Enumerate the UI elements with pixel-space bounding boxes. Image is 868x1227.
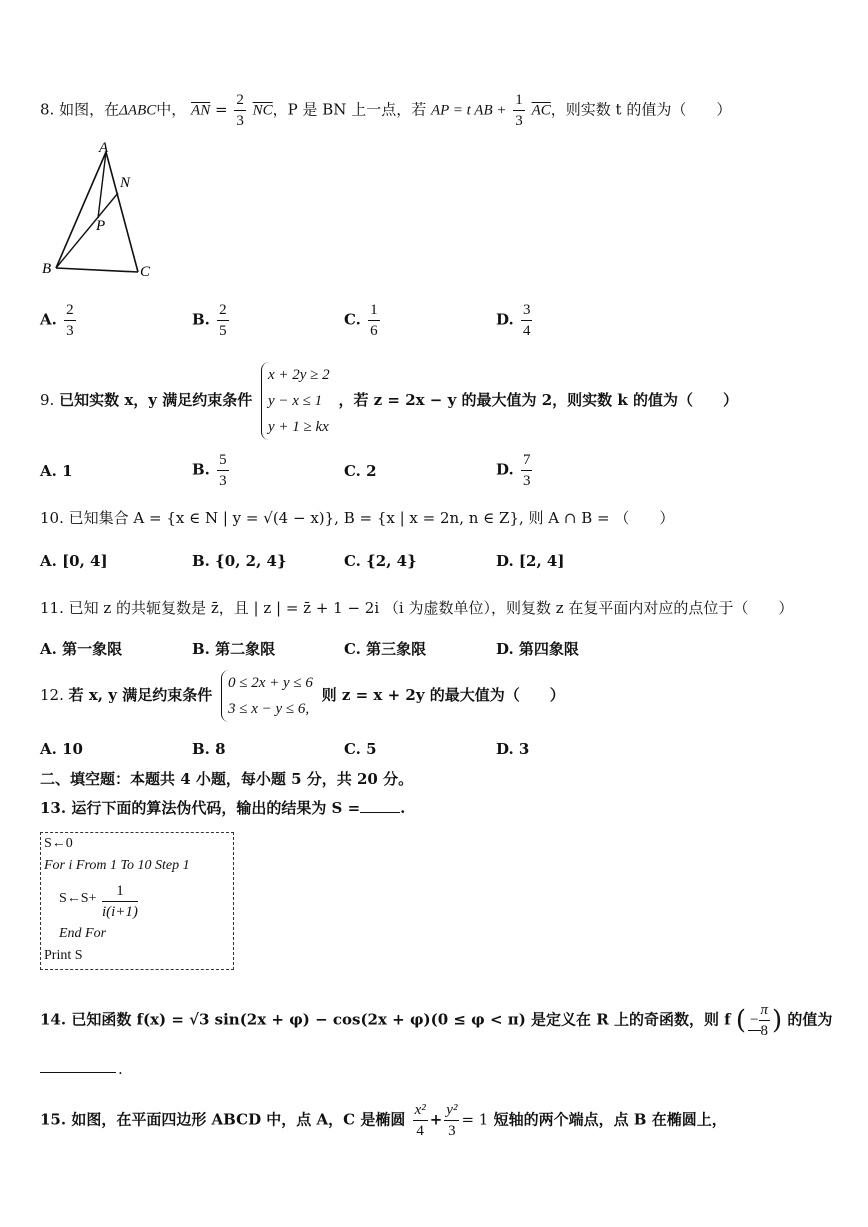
q9-option-b[interactable]: B. $\frac{5}{3}$ (192, 452, 227, 489)
code-line: S←S+ $\frac{1}{i(i+1)}$ (59, 883, 138, 920)
answer-blank[interactable] (40, 1072, 116, 1073)
q8-stem: 8. 如图，在ΔABC中， $\overline{AN}$ = $\frac{2}{3}$ $\overline{NC}$，P 是 BN 上一点，若 AP = t AB + $\frac{1}{3}$ $\overline{AC}$，则实数 t 的值为（ ） (40, 92, 732, 129)
section-heading: 二、填空题：本题共 4 小题，每小题 5 分，共 20 分。 (40, 770, 414, 788)
q11-option-c[interactable]: C. 第三象限 (344, 640, 427, 658)
q11-option-a[interactable]: A. 第一象限 (40, 640, 123, 658)
q8-option-c[interactable]: C. $\frac{1}{6}$ (344, 302, 378, 339)
q9-option-d[interactable]: D. $\frac{7}{3}$ (496, 452, 531, 489)
q12-option-a[interactable]: A. 10 (40, 740, 83, 758)
answer-blank[interactable] (360, 812, 400, 813)
q14-end: . (118, 1060, 123, 1078)
pseudocode-box (40, 832, 234, 970)
code-line: End For (59, 926, 107, 941)
label-B: B (42, 261, 52, 277)
q10-stem: 10. 已知集合 A = {x ∈ N | y = √(4 − x)}, B = {x | x = 2n, n ∈ Z}, 则 A ∩ B = （ ） (40, 509, 675, 527)
q13-stem: 13. 运行下面的算法伪代码，输出的结果为 S = . (40, 799, 406, 817)
q14-stem: 14. 已知函数 f(x) = √3 sin(2x + φ) − cos(2x + φ)(0 ≤ φ < π) 是定义在 R 上的奇函数，则 f ( − $\frac{\pi}{8}$ ) 的值为 (40, 1002, 833, 1039)
q9-stem: 9. 已知实数 x，y 满足约束条件 x + 2y ≥ 2 y − x ≤ 1 y + 1 ≥ kx ，若 z = 2x − y 的最大值为 2，则实数 k 的值为（ ） (40, 362, 738, 440)
fraction: $\frac{1}{3}$ (515, 92, 523, 129)
code-line: For i From 1 To 10 Step 1 (44, 858, 190, 873)
constraint-system: x + 2y ≥ 2 y − x ≤ 1 y + 1 ≥ kx (261, 362, 330, 440)
triangle-figure (40, 138, 170, 283)
q8-option-d[interactable]: D. $\frac{3}{4}$ (496, 302, 531, 339)
constraint-system: 0 ≤ 2x + y ≤ 6 3 ≤ x − y ≤ 6, (221, 670, 313, 722)
q11-stem: 11. 已知 z 的共轭复数是 z̄，且 | z | = z̄ + 1 − 2i （i 为虚数单位），则复数 z 在复平面内对应的点位于（ ） (40, 599, 794, 617)
q12-option-d[interactable]: D. 3 (496, 740, 530, 758)
q15-stem: 15. 如图，在平面四边形 ABCD 中，点 A，C 是椭圆 $\frac{\text{x²}}{4}$ + $\frac{\text{y²}}{3}$ = 1 短轴的两个端点，点 B 在椭圆上， (40, 1102, 727, 1139)
q8-option-b[interactable]: B. $\frac{2}{5}$ (192, 302, 227, 339)
q12-stem: 12. 若 x, y 满足约束条件 0 ≤ 2x + y ≤ 6 3 ≤ x − y ≤ 6, 则 z = x + 2y 的最大值为（ ） (40, 670, 565, 722)
fraction: $\frac{2}{3}$ (236, 92, 244, 129)
q9-option-a[interactable]: A. 1 (40, 462, 73, 480)
q10-option-c[interactable]: C. {2, 4} (344, 552, 417, 570)
q9-option-c[interactable]: C. 2 (344, 462, 377, 480)
q10-option-b[interactable]: B. {0, 2, 4} (192, 552, 287, 570)
label-C: C (140, 264, 151, 280)
code-line: Print S (44, 948, 83, 963)
code-line: S←0 (44, 836, 73, 851)
q10-option-a[interactable]: A. [0, 4] (40, 552, 108, 570)
q12-option-c[interactable]: C. 5 (344, 740, 377, 758)
q8-option-a[interactable]: A. $\frac{2}{3}$ (40, 302, 74, 339)
q11-option-b[interactable]: B. 第二象限 (192, 640, 276, 658)
q11-option-d[interactable]: D. 第四象限 (496, 640, 579, 658)
label-P: P (96, 218, 106, 234)
q12-option-b[interactable]: B. 8 (192, 740, 226, 758)
label-N: N (120, 175, 131, 191)
q10-option-d[interactable]: D. [2, 4] (496, 552, 565, 570)
label-A: A (99, 140, 109, 156)
